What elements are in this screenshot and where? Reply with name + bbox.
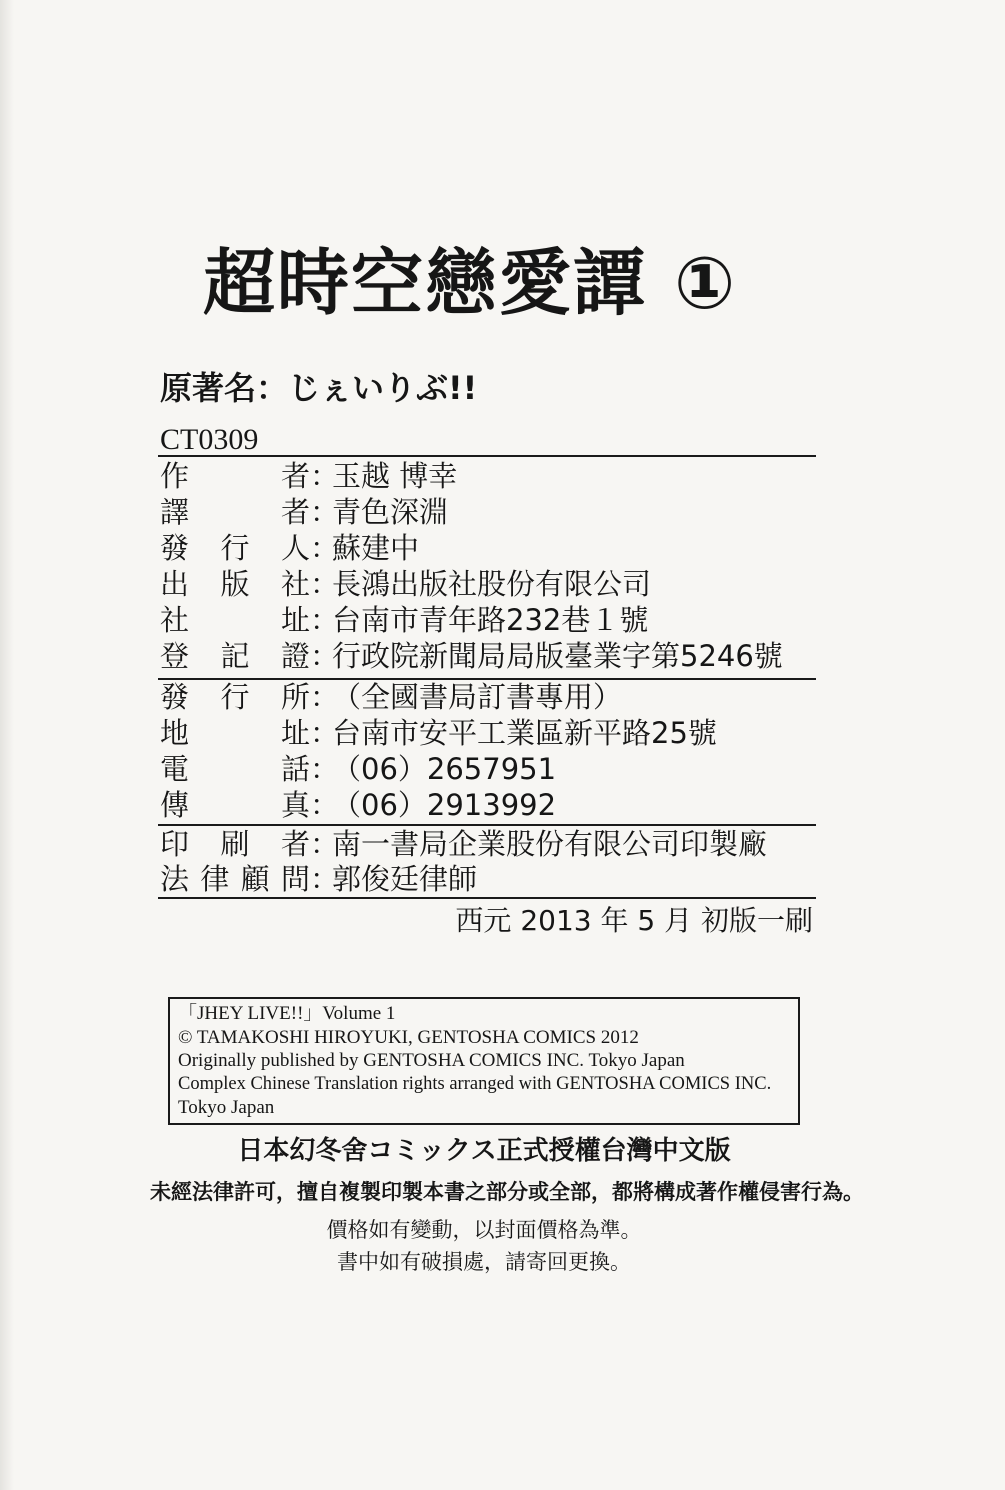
colon: ： — [310, 752, 340, 786]
credit-row-publisher-person — [160, 530, 419, 566]
copyright-line: Complex Chinese Translation rights arranged with GENTOSHA COMICS INC. — [178, 1073, 772, 1094]
copyright-line: © TAMAKOSHI HIROYUKI, GENTOSHA COMICS 2012 — [178, 1026, 639, 1048]
divider-bottom — [158, 897, 816, 899]
credit-value: 行政院新聞局局版臺業字第5246號 — [332, 639, 783, 673]
copyright-line: Tokyo Japan — [178, 1097, 275, 1119]
credit-value: 玉越 博幸 — [332, 459, 458, 493]
credit-row-publisher — [160, 566, 651, 602]
credit-label: 電話 — [160, 752, 310, 786]
colon: ： — [310, 567, 340, 601]
colon: ： — [310, 639, 340, 673]
credit-label: 出版社 — [160, 567, 310, 601]
credit-label: 譯者 — [160, 495, 310, 529]
credit-value: 台南市青年路232巷１號 — [332, 603, 649, 637]
copyright-line: 「JHEY LIVE!!」Volume 1 — [178, 1003, 396, 1024]
colon: ： — [310, 788, 340, 822]
credit-row-legal-counsel — [160, 861, 477, 897]
credit-row-translator — [160, 494, 448, 530]
credit-row-author — [160, 458, 457, 494]
price-note: 價格如有變動，以封面價格為準。 — [326, 1218, 642, 1242]
credit-value: （06）2913992 — [332, 788, 557, 822]
credit-value: 蘇建中 — [332, 531, 420, 565]
colon: ： — [310, 716, 340, 750]
credit-value: （全國書局訂書專用） — [332, 680, 623, 714]
credit-value: 台南市安平工業區新平路25號 — [332, 716, 717, 750]
credit-row-distributor — [160, 679, 622, 715]
credit-row-registration — [160, 638, 783, 674]
damage-note: 書中如有破損處，請寄回更換。 — [337, 1250, 631, 1274]
copyright-box — [168, 997, 800, 1125]
credit-label: 傳真 — [160, 788, 310, 822]
book-title: 超時空戀愛譚 ① — [203, 241, 738, 325]
credit-row-company-address — [160, 602, 648, 638]
credit-value: 郭俊廷律師 — [332, 862, 478, 896]
colon: ： — [310, 827, 340, 861]
credit-value: （06）2657951 — [332, 752, 557, 786]
credit-label: 登記證 — [160, 639, 310, 673]
page-edge — [0, 0, 14, 1490]
legal-warning: 未經法律許可，擅自複製印製本書之部分或全部，都將構成著作權侵害行為。 — [150, 1180, 864, 1204]
colon: ： — [310, 603, 340, 637]
colon: ： — [310, 680, 340, 714]
credit-row-printer — [160, 826, 767, 862]
colon: ： — [310, 862, 340, 896]
colon: ： — [310, 459, 340, 493]
divider-top — [158, 455, 816, 457]
credit-label: 印刷者 — [160, 827, 310, 861]
edition-date: 西元 2013 年 5 月 初版一刷 — [455, 904, 813, 937]
credit-label: 社址 — [160, 603, 310, 637]
credit-label: 發行所 — [160, 680, 310, 714]
credit-label: 作者 — [160, 459, 310, 493]
credit-label: 法律顧問 — [160, 862, 310, 896]
credit-value: 長鴻出版社股份有限公司 — [332, 567, 652, 601]
license-statement: 日本幻冬舍コミックス正式授權台灣中文版 — [237, 1136, 731, 1166]
original-title: 原著名：じぇいりぶ!! — [160, 369, 478, 407]
credit-row-phone — [160, 751, 556, 787]
credit-row-address — [160, 715, 717, 751]
copyright-line: Originally published by GENTOSHA COMICS INC. Tokyo Japan — [178, 1050, 685, 1072]
credit-row-fax — [160, 787, 556, 823]
colon: ： — [310, 495, 340, 529]
colon: ： — [310, 531, 340, 565]
credit-label: 地址 — [160, 716, 310, 750]
credit-label: 發行人 — [160, 531, 310, 565]
credit-value: 青色深淵 — [332, 495, 449, 529]
credit-value: 南一書局企業股份有限公司印製廠 — [332, 827, 768, 861]
catalog-code: CT0309 — [160, 423, 259, 456]
